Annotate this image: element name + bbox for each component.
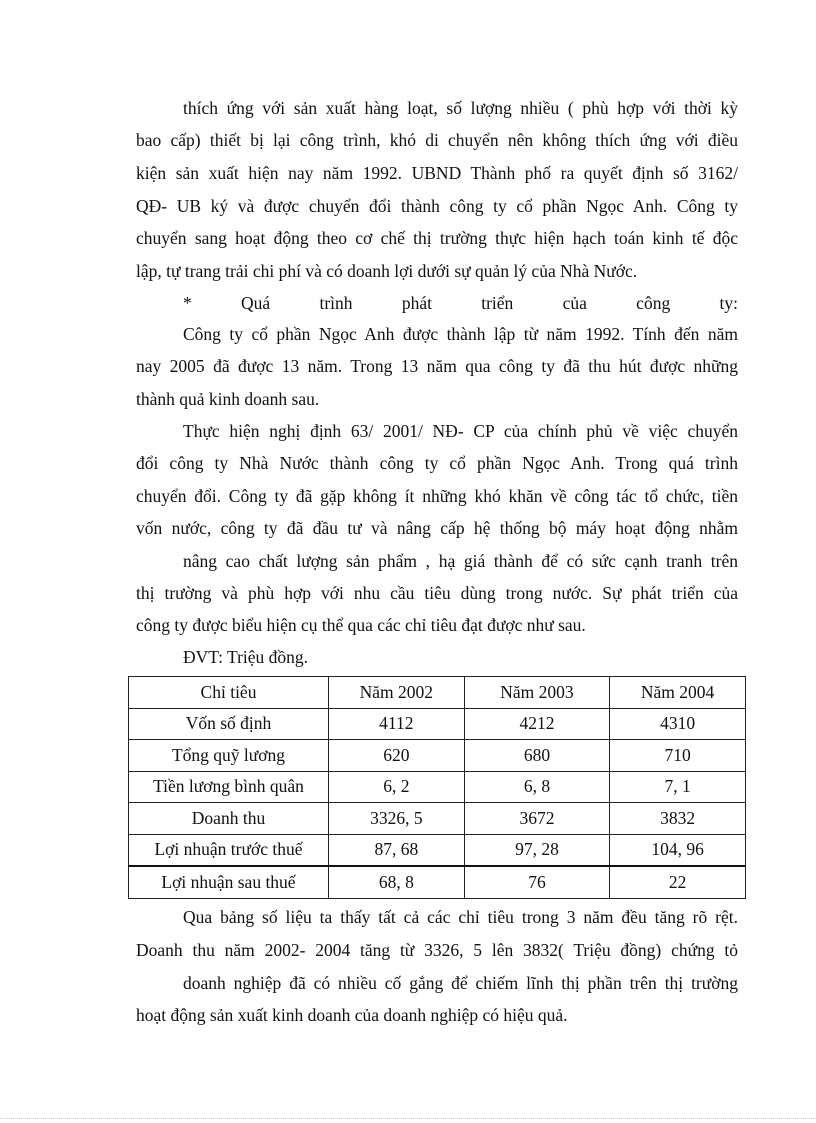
text-line: thành quả kinh doanh sau. <box>136 389 320 409</box>
text-line: Thực hiện nghị định 63/ 2001/ NĐ- CP của chính phủ về việc chuyển <box>183 421 738 441</box>
table-cell: 680 <box>464 740 610 772</box>
heading-word: Quá <box>241 293 271 313</box>
text-line: Công ty cổ phần Ngọc Anh được thành lập từ năm 1992. Tính đến năm <box>183 324 738 344</box>
unit-label: ĐVT: Triệu đồng. <box>183 647 309 667</box>
table-cell: 22 <box>610 866 746 898</box>
table-cell: 97, 28 <box>464 834 610 866</box>
table-cell: 710 <box>610 740 746 772</box>
table-cell: 3832 <box>610 803 746 835</box>
text-line: nâng cao chất lượng sản phẩm , hạ giá thành để có sức cạnh tranh trên <box>183 551 738 571</box>
text-line: thích ứng với sản xuất hàng loạt, số lượng nhiều ( phù hợp với thời kỳ <box>183 98 738 118</box>
table-cell: 620 <box>329 740 465 772</box>
table-cell: 3326, 5 <box>329 803 465 835</box>
table-cell: 4310 <box>610 708 746 740</box>
section-heading <box>183 292 738 314</box>
heading-word: triển <box>481 293 514 313</box>
table-cell: Doanh thu <box>129 803 329 835</box>
table-cell: 68, 8 <box>329 866 465 898</box>
heading-word: phát <box>401 293 432 313</box>
table-header-cell: Năm 2004 <box>610 677 746 709</box>
text-line: chuyển sang hoạt động theo cơ chế thị trường thực hiện hạch toán kinh tế độc <box>136 228 738 248</box>
text-line: bao cấp) thiết bị lại công trình, khó di chuyển nên không thích ứng với điều <box>136 130 738 150</box>
table-cell: Vốn số định <box>129 708 329 740</box>
text-line: công ty được biểu hiện cụ thể qua các chỉ tiêu đạt được như sau. <box>136 615 586 635</box>
text-line: doanh nghiệp đã có nhiều cố gắng để chiếm lĩnh thị phần trên thị trường <box>183 973 738 993</box>
table-header-row <box>129 677 746 709</box>
table-cell: 6, 2 <box>329 771 465 803</box>
table-row <box>129 708 746 740</box>
table-cell: 87, 68 <box>329 834 465 866</box>
table-cell: Lợi nhuận sau thuế <box>129 866 329 898</box>
table-cell: Tiền lương bình quân <box>129 771 329 803</box>
text-line: lập, tự trang trải chi phí và có doanh lợi dưới sự quản lý của Nhà Nước. <box>136 261 638 281</box>
table-cell: Lợi nhuận trước thuế <box>129 834 329 866</box>
table-cell: 104, 96 <box>610 834 746 866</box>
text-line: kiện sản xuất hiện nay năm 1992. UBND Thành phố ra quyết định số 3162/ <box>136 163 738 183</box>
text-line: Qua bảng số liệu ta thấy tất cả các chỉ tiêu trong 3 năm đều tăng rõ rệt. <box>183 907 738 927</box>
table-cell: 7, 1 <box>610 771 746 803</box>
table-header-cell: Chỉ tiêu <box>129 677 329 709</box>
text-line: vốn nước, công ty đã đầu tư và nâng cấp hệ thống bộ máy hoạt động nhằm <box>136 518 738 538</box>
table-header-cell: Năm 2002 <box>329 677 465 709</box>
table-row <box>129 803 746 835</box>
table-cell: 4112 <box>329 708 465 740</box>
text-line: QĐ- UB ký và được chuyển đổi thành công ty cổ phần Ngọc Anh. Công ty <box>136 196 738 216</box>
text-line: thị trường và phù hợp với nhu cầu tiêu dùng trong nước. Sự phát triển của <box>136 583 738 603</box>
text-line: nay 2005 đã được 13 năm. Trong 13 năm qua công ty đã thu hút được những <box>136 356 738 376</box>
table-cell: 76 <box>464 866 610 898</box>
table-row <box>129 771 746 803</box>
table-cell: 3672 <box>464 803 610 835</box>
text-line: hoạt động sản xuất kinh doanh của doanh nghiệp có hiệu quả. <box>136 1005 568 1025</box>
indicator-table <box>128 676 746 899</box>
table-cell: Tổng quỹ lương <box>129 740 329 772</box>
page-footer-divider <box>0 1118 816 1119</box>
table-row <box>129 740 746 772</box>
heading-word: của <box>562 293 587 313</box>
text-line: Doanh thu năm 2002- 2004 tăng từ 3326, 5 lên 3832( Triệu đồng) chứng tỏ <box>136 940 738 960</box>
table-row <box>129 866 746 898</box>
heading-word: * <box>183 293 192 313</box>
table-header-cell: Năm 2003 <box>464 677 610 709</box>
table-row <box>129 834 746 866</box>
text-line: đổi công ty Nhà Nước thành công ty cổ phần Ngọc Anh. Trong quá trình <box>136 453 738 473</box>
text-line: chuyển đổi. Công ty đã gặp không ít những khó khăn về công tác tổ chức, tiền <box>136 486 738 506</box>
table-cell: 4212 <box>464 708 610 740</box>
table-cell: 6, 8 <box>464 771 610 803</box>
heading-word: ty: <box>719 293 738 313</box>
heading-word: trình <box>319 293 353 313</box>
heading-word: công <box>636 293 671 313</box>
